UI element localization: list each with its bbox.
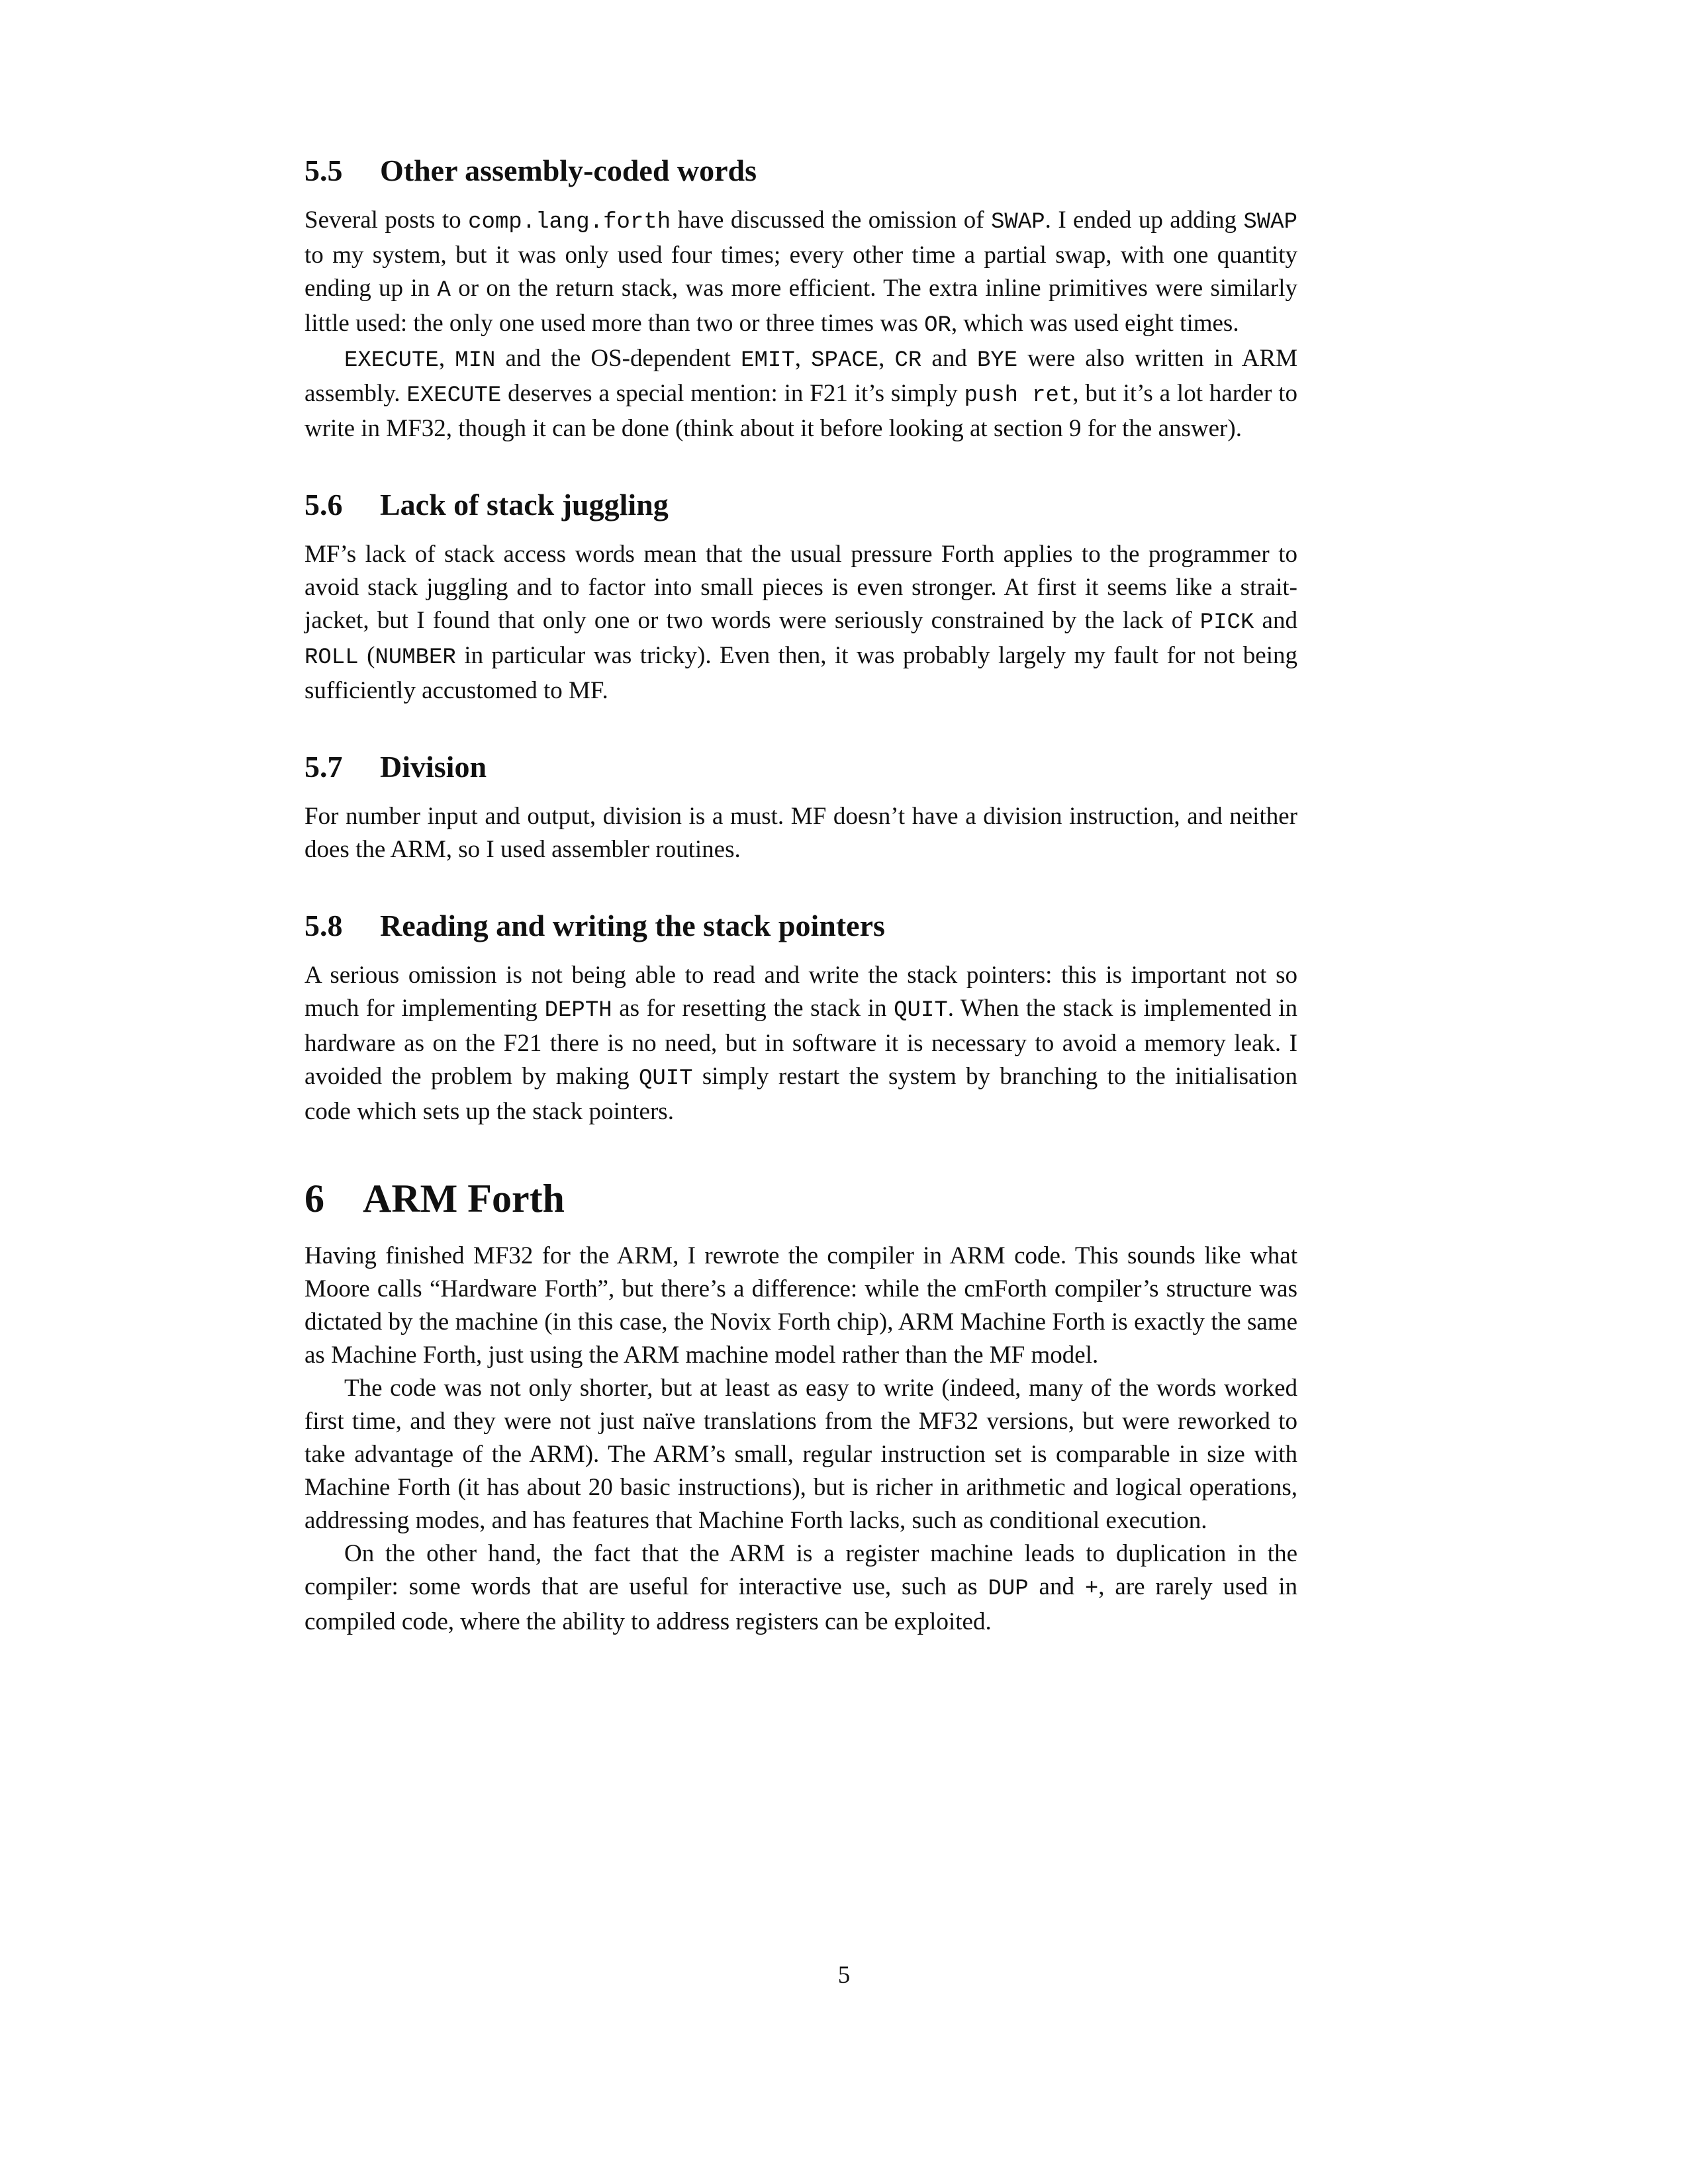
code-quit: QUIT xyxy=(894,998,948,1023)
section-5-5-heading xyxy=(305,152,1297,189)
code-pick: PICK xyxy=(1199,610,1254,635)
text-run: and the OS-dependent xyxy=(495,345,741,372)
code-push-ret: push ret xyxy=(964,383,1073,408)
paragraph xyxy=(305,800,1297,866)
section-number: 5.5 xyxy=(305,154,343,187)
text-run: have discussed the omission of xyxy=(671,206,992,234)
section-title: Reading and writing the stack pointers xyxy=(380,909,885,942)
page-number: 5 xyxy=(837,1962,851,1989)
code-swap: SWAP xyxy=(1243,210,1297,235)
code-bye: BYE xyxy=(976,348,1018,373)
text-run: Having finished MF32 for the ARM, I rewrote the compiler in ARM code. This sounds like what Moore calls “Hardware Forth”, but there’s a difference: while the cmForth compiler’s structure was dictated by the machine (in this case, the Novix Forth chip), ARM Machine Forth is exactly the same as Machine Forth, just using the ARM machine model rather than the MF model. xyxy=(305,1242,1297,1369)
section-5-6 xyxy=(305,486,1297,707)
text-run: and xyxy=(921,345,977,372)
code-or: OR xyxy=(924,313,951,338)
section-number: 5.7 xyxy=(305,750,343,784)
text-run: or on the return stack, was more efficient. The extra inline primitives were similarly little used: the only one used more than two or three times was xyxy=(305,275,1297,337)
section-5-8-heading xyxy=(305,907,1297,944)
code-execute: EXECUTE xyxy=(344,348,439,373)
section-5-5 xyxy=(305,152,1297,445)
text-run: and xyxy=(1254,607,1297,634)
paragraph xyxy=(305,1537,1297,1639)
section-number: 5.6 xyxy=(305,488,343,522)
code-dup: DUP xyxy=(988,1576,1029,1602)
paragraph xyxy=(305,204,1297,342)
text-run: . When the stack is implemented in hardware as on the F21 there is no need, but in software it is necessary to avoid a memory leak. I avoided the problem by making xyxy=(305,995,1298,1090)
section-title: Division xyxy=(380,750,487,784)
paragraph xyxy=(305,959,1297,1128)
text-run: , but it’s a lot harder to write in MF32, though it can be done (think about it before looking at section 9 for the answer). xyxy=(305,380,1297,442)
text-run: , xyxy=(438,345,455,372)
section-5-6-heading xyxy=(305,486,1297,523)
paragraph xyxy=(305,1372,1297,1537)
code-number: NUMBER xyxy=(375,645,456,670)
section-6 xyxy=(305,1175,1297,1639)
text-run: A serious omission is not being able to read and write the stack pointers: this is important not so much for implementing xyxy=(305,962,1297,1022)
code-quit: QUIT xyxy=(638,1066,693,1091)
code-plus: + xyxy=(1084,1576,1099,1602)
text-run: For number input and output, division is a must. MF doesn’t have a division instruction, and neither does the ARM, so I used assembler routines. xyxy=(305,803,1297,863)
text-run: , xyxy=(878,345,895,372)
text-run: and xyxy=(1028,1573,1085,1600)
section-6-heading xyxy=(305,1175,1297,1222)
text-run: . I ended up adding xyxy=(1045,206,1244,234)
code-swap: SWAP xyxy=(991,210,1045,235)
code-space: SPACE xyxy=(811,348,879,373)
code-roll: ROLL xyxy=(305,645,359,670)
text-run: , which was used eight times. xyxy=(951,310,1239,337)
text-run: MF’s lack of stack access words mean that the usual pressure Forth applies to the programmer to avoid stack juggling and to factor into small pieces is even stronger. At first it seems like a strait-jacket, but I found that only one or two words were seriously constrained by the lack of xyxy=(305,541,1297,634)
text-run: On the other hand, the fact that the ARM is a register machine leads to duplication in the compiler: some words that are useful for interactive use, such as xyxy=(305,1540,1297,1600)
page-body xyxy=(305,152,1297,1639)
section-number: 6 xyxy=(305,1177,324,1220)
text-run: , xyxy=(794,345,812,372)
text-run: simply restart the system by branching to the initialisation code which sets up the stack pointers. xyxy=(305,1063,1297,1125)
text-run: as for resetting the stack in xyxy=(612,995,894,1022)
text-run: deserves a special mention: in F21 it’s simply xyxy=(501,380,964,407)
section-number: 5.8 xyxy=(305,909,343,942)
section-5-8 xyxy=(305,907,1297,1128)
text-run: Several posts to xyxy=(305,206,469,234)
section-title: Other assembly-coded words xyxy=(380,154,757,187)
section-title: ARM Forth xyxy=(363,1177,565,1220)
code-a: A xyxy=(437,278,451,303)
code-comp-lang-forth: comp.lang.forth xyxy=(468,210,671,235)
code-min: MIN xyxy=(455,348,496,373)
code-cr: CR xyxy=(894,348,922,373)
section-5-7 xyxy=(305,749,1297,866)
section-title: Lack of stack juggling xyxy=(380,488,669,522)
code-execute: EXECUTE xyxy=(406,383,502,408)
code-depth: DEPTH xyxy=(544,998,612,1023)
text-run: to my system, but it was only used four times; every other time a partial swap, with one quantity ending up in xyxy=(305,242,1297,302)
code-emit: EMIT xyxy=(741,348,795,373)
text-run: , are rarely used in compiled code, where the ability to address registers can be exploited. xyxy=(305,1573,1297,1635)
paragraph xyxy=(305,1240,1297,1372)
paragraph xyxy=(305,342,1297,445)
text-run: were also written in ARM assembly. xyxy=(305,345,1298,407)
section-5-7-heading xyxy=(305,749,1297,786)
text-run: in particular was tricky). Even then, it was probably largely my fault for not being sufficiently accustomed to MF. xyxy=(305,642,1297,704)
text-run: The code was not only shorter, but at least as easy to write (indeed, many of the words worked first time, and they were not just naïve translations from the MF32 versions, but were reworked to take advantage of the ARM). The ARM’s small, regular instruction set is comparable in size with Machine Forth (it has about 20 basic instructions), but is richer in arithmetic and logical operations, addressing modes, and has features that Machine Forth lacks, such as conditional execution. xyxy=(305,1375,1297,1534)
text-run: ( xyxy=(358,642,375,669)
paragraph xyxy=(305,538,1297,707)
